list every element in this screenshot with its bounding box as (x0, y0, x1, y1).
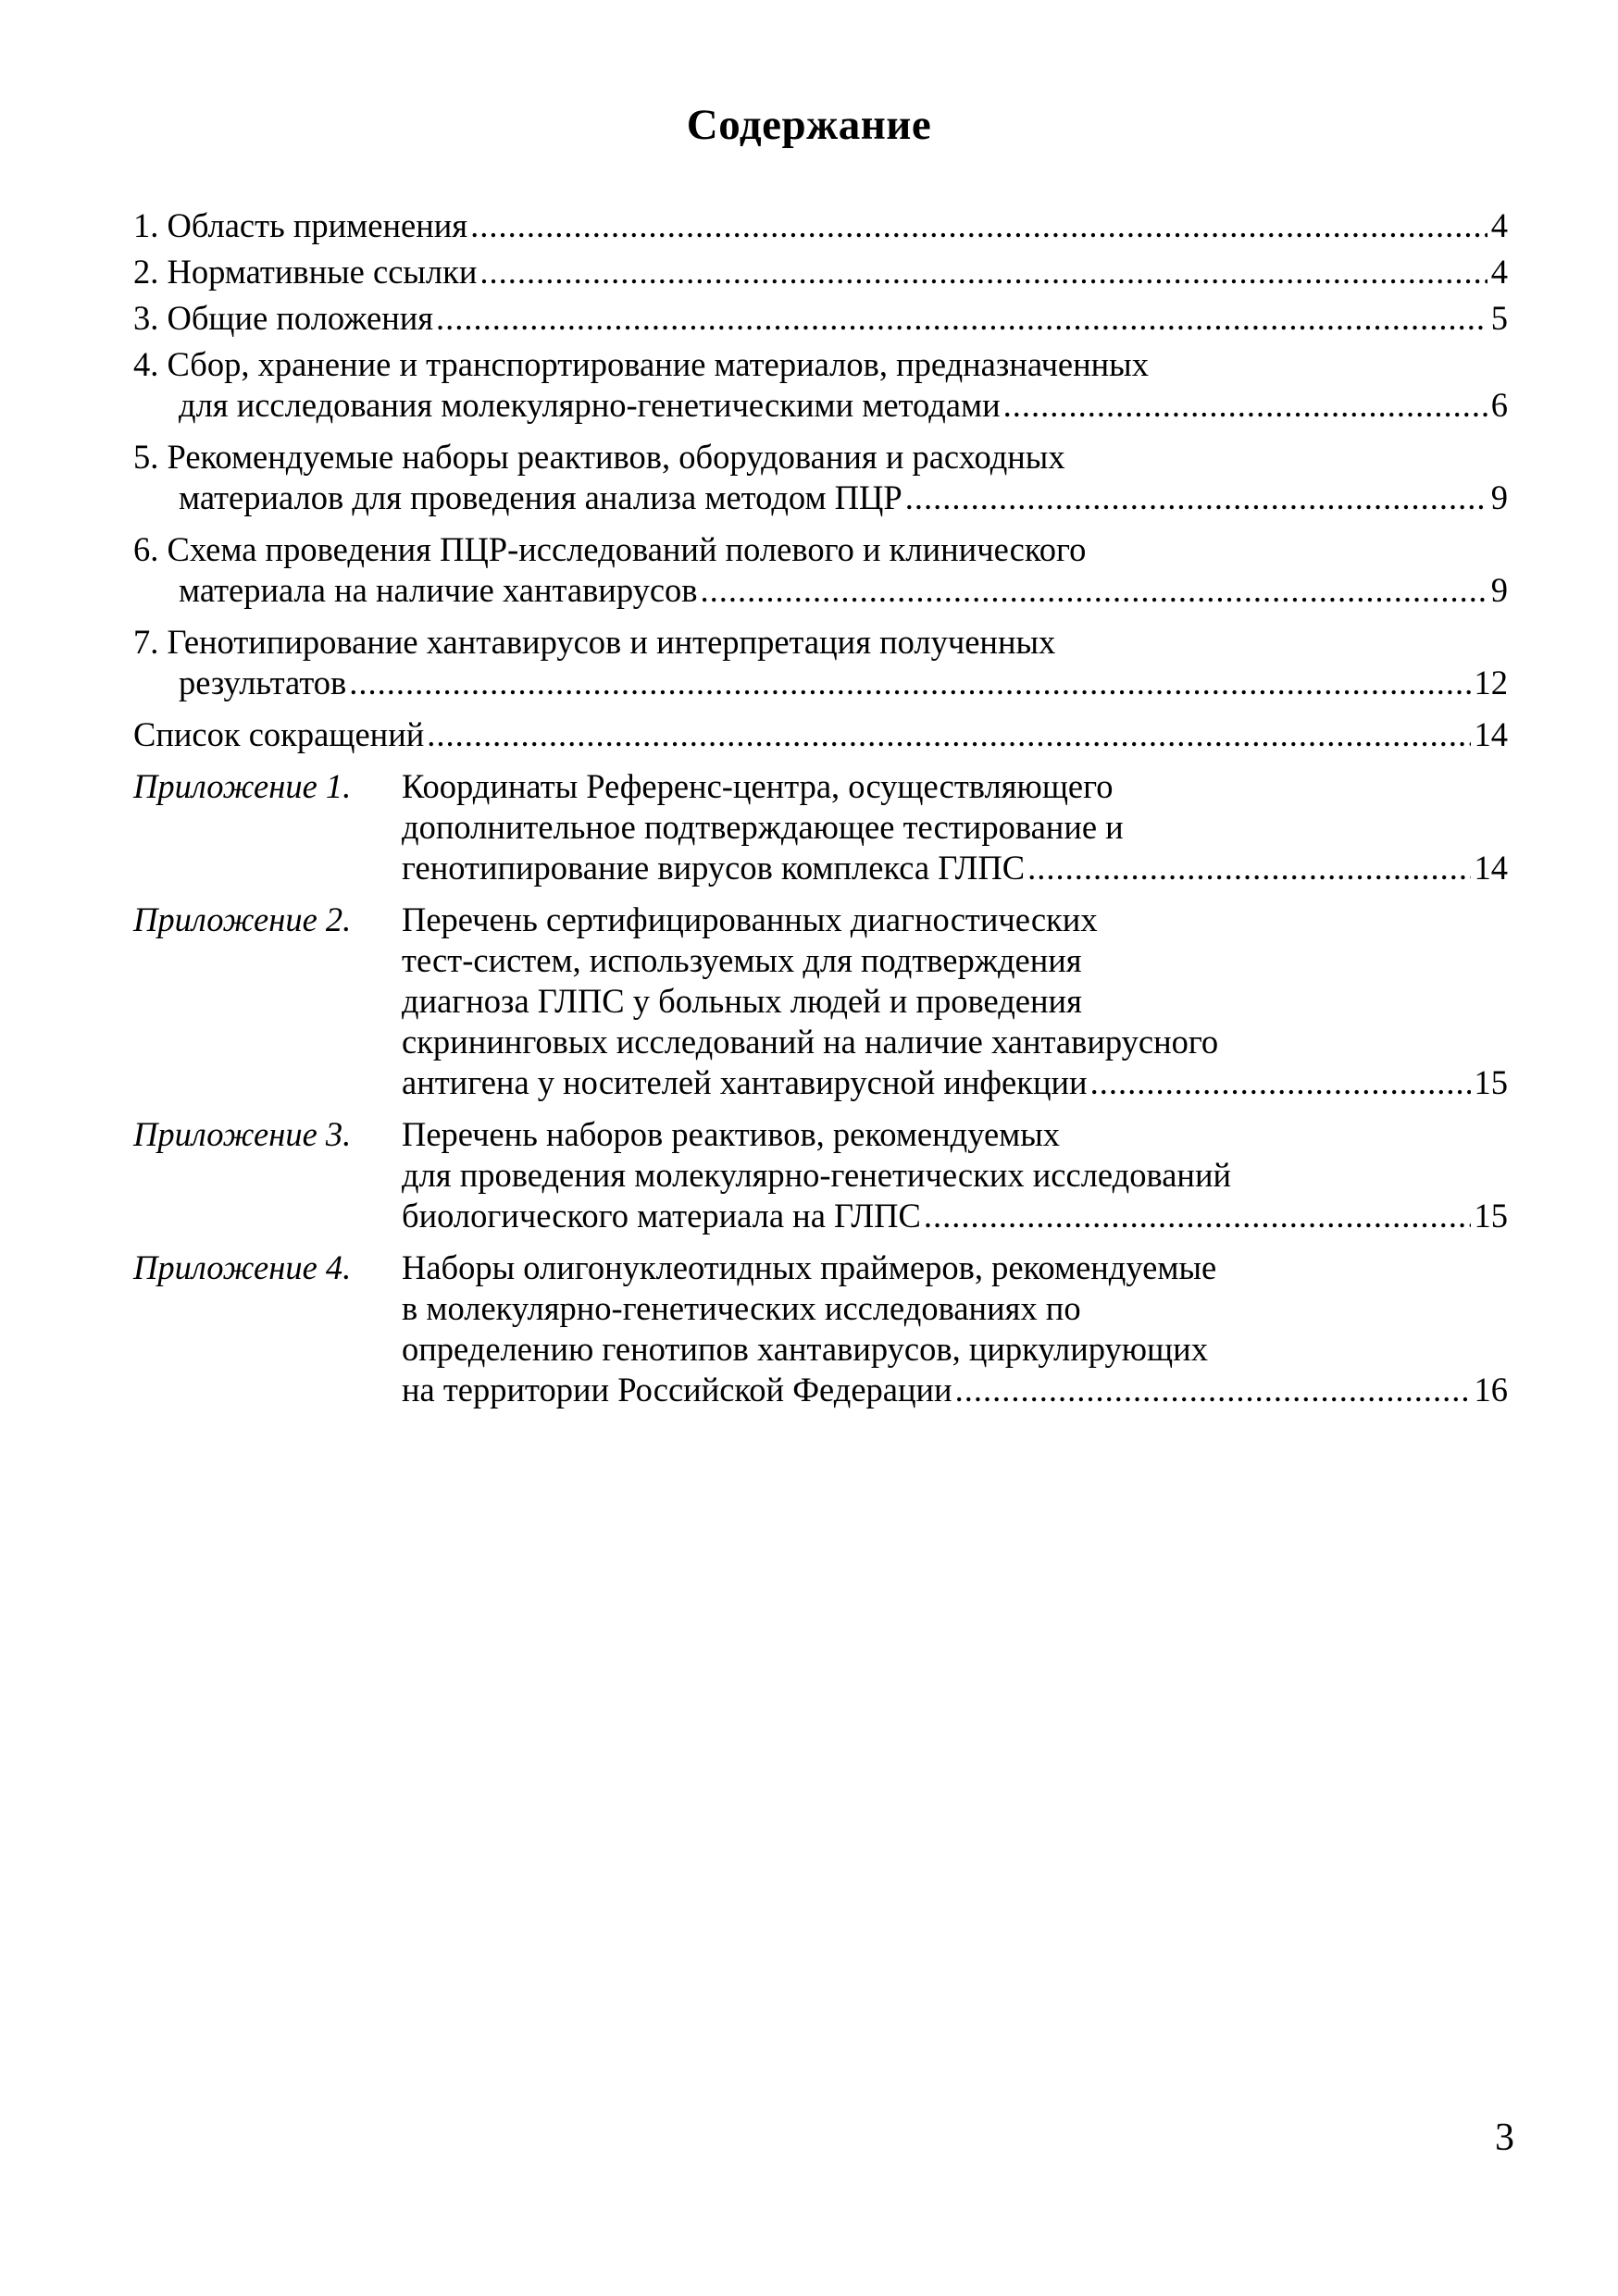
dot-leader (924, 1196, 1471, 1236)
toc-page-number: 5 (1490, 299, 1508, 337)
toc-entry-text: материала на наличие хантавирусов (179, 571, 698, 609)
table-of-contents (133, 205, 1508, 1410)
dot-leader (470, 205, 1487, 246)
appendix-text: биологического материала на ГЛПС (402, 1197, 921, 1235)
toc-page-number: 12 (1474, 664, 1508, 701)
toc-entry-text: Список сокращений (133, 715, 425, 753)
toc-page-number: 14 (1474, 849, 1508, 887)
toc-appendix-4 (133, 1247, 1508, 1410)
toc-entry-1 (133, 205, 1508, 246)
appendix-label: Приложение 4. (133, 1248, 352, 1286)
toc-appendix-1 (133, 766, 1508, 888)
appendix-text: Координаты Референс-центра, осуществляющего (402, 767, 1114, 805)
toc-entry-abbreviations (133, 714, 1508, 755)
appendix-text: определению генотипов хантавирусов, циркулирующих (402, 1330, 1208, 1368)
dot-leader (479, 252, 1487, 292)
appendix-label: Приложение 1. (133, 767, 352, 805)
dot-leader (349, 663, 1470, 703)
appendix-text: Наборы олигонуклеотидных праймеров, рекомендуемые (402, 1248, 1217, 1286)
dot-leader (905, 478, 1487, 518)
toc-entry-6 (133, 529, 1508, 611)
dot-leader (427, 714, 1470, 755)
dot-leader (1027, 848, 1470, 888)
toc-entry-7 (133, 622, 1508, 703)
toc-page-number: 4 (1490, 253, 1508, 291)
toc-entry-text: 5. Рекомендуемые наборы реактивов, оборудования и расходных (133, 438, 1065, 476)
toc-entry-2 (133, 252, 1508, 292)
toc-page-number: 4 (1490, 206, 1508, 244)
toc-appendix-2 (133, 900, 1508, 1103)
toc-entry-text: материалов для проведения анализа методом ПЦР (179, 478, 902, 516)
toc-entry-text: 6. Схема проведения ПЦР-исследований полевого и клинического (133, 530, 1087, 568)
appendix-text: на территории Российской Федерации (402, 1371, 952, 1409)
appendix-text: диагноза ГЛПС у больных людей и проведения (402, 982, 1082, 1020)
appendix-label: Приложение 3. (133, 1115, 352, 1153)
toc-page-number: 14 (1474, 715, 1508, 753)
appendix-text: Перечень сертифицированных диагностических (402, 900, 1098, 938)
toc-entry-text: 7. Генотипирование хантавирусов и интерпретация полученных (133, 623, 1056, 661)
dot-leader (955, 1370, 1471, 1410)
appendix-text: тест-систем, используемых для подтверждения (402, 941, 1082, 979)
appendix-text: генотипирование вирусов комплекса ГЛПС (402, 849, 1026, 887)
appendix-text: скрининговых исследований на наличие хантавирусного (402, 1023, 1219, 1061)
toc-entry-text: для исследования молекулярно-генетическими методами (179, 386, 1001, 424)
appendix-text: Перечень наборов реактивов, рекомендуемых (402, 1115, 1061, 1153)
appendix-text: антигена у носителей хантавирусной инфекции (402, 1063, 1088, 1101)
dot-leader (436, 298, 1487, 339)
toc-entry-3 (133, 298, 1508, 339)
toc-entry-text: результатов (179, 664, 347, 701)
toc-entry-4 (133, 344, 1508, 426)
toc-entry-text: 2. Нормативные ссылки (133, 253, 478, 291)
page-number: 3 (1495, 2116, 1514, 2159)
appendix-text: в молекулярно-генетических исследованиях по (402, 1289, 1081, 1327)
toc-entry-text: 4. Сбор, хранение и транспортирование материалов, предназначенных (133, 345, 1149, 383)
toc-page-number: 15 (1474, 1063, 1508, 1101)
dot-leader (701, 570, 1487, 611)
toc-entry-text: 3. Общие положения (133, 299, 434, 337)
toc-page-number: 9 (1490, 571, 1508, 609)
toc-page-number: 16 (1474, 1371, 1508, 1409)
dot-leader (1090, 1062, 1471, 1103)
dot-leader (1003, 385, 1487, 426)
appendix-text: для проведения молекулярно-генетических исследований (402, 1156, 1232, 1194)
toc-appendix-3 (133, 1114, 1508, 1236)
toc-entry-5 (133, 437, 1508, 518)
appendix-text: дополнительное подтверждающее тестирование и (402, 808, 1124, 846)
toc-entry-text: 1. Область применения (133, 206, 468, 244)
toc-page-number: 15 (1474, 1197, 1508, 1235)
appendix-label: Приложение 2. (133, 900, 352, 938)
page-title: Содержание (686, 101, 932, 149)
toc-page-number: 6 (1490, 386, 1508, 424)
toc-page-number: 9 (1490, 478, 1508, 516)
